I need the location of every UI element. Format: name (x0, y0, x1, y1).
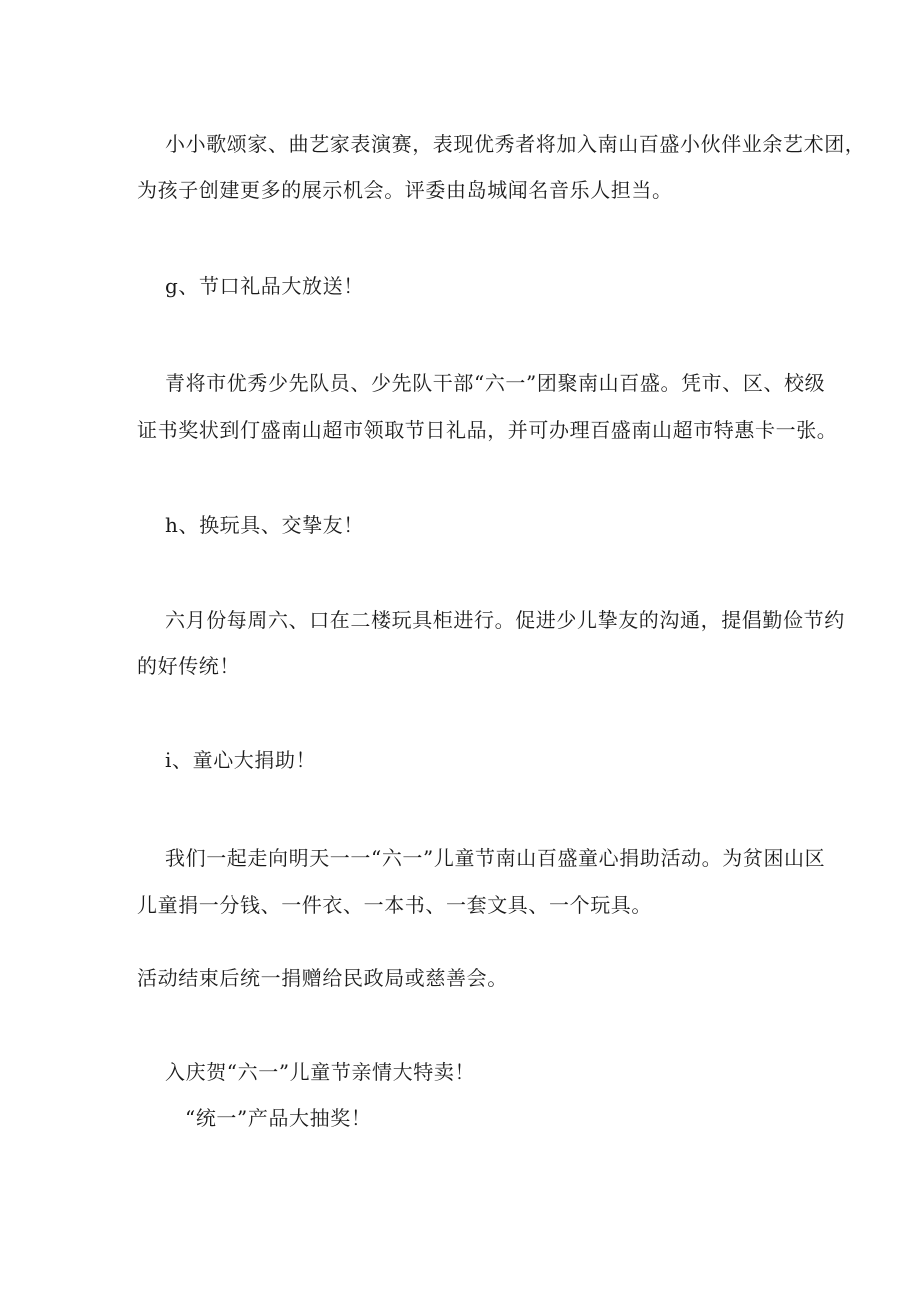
section-heading-h: h、换玩具、交挚友！ (165, 513, 364, 537)
paragraph-line: 小小歌颂家、曲艺家表演赛，表现优秀者将加入南山百盛小伙伴业余艺术团， (165, 132, 866, 156)
paragraph-line: 儿童捐一分钱、一件衣、一本书、一套文具、一个玩具。 (137, 893, 652, 917)
section-heading-g: g、节口礼品大放送！ (165, 274, 364, 298)
paragraph-line: 证书奖状到仃盛南山超市领取节日礼品，并可办理百盛南山超市特惠卡一张。 (137, 418, 838, 442)
paragraph-line: “统一”产品大抽奖！ (185, 1106, 372, 1130)
paragraph-line: 六月份每周六、口在二楼玩具柜进行。促进少儿挚友的沟通，提倡勤俭节约 (165, 608, 845, 632)
section-heading-i: i、童心大捐助！ (165, 748, 317, 772)
paragraph-line: 活动结束后统一捐赠给民政局或慈善会。 (137, 966, 508, 990)
paragraph-line: 为孩子创建更多的展示机会。评委由岛城闻名音乐人担当。 (137, 178, 673, 202)
paragraph-line: 我们一起走向明天一一“六一”儿童节南山百盛童心捐助活动。为贫困山区 (165, 846, 826, 870)
paragraph-line: 青将市优秀少先队员、少先队干部“六一”团聚南山百盛。凭市、区、校级 (165, 371, 826, 395)
paragraph-line: 的好传统！ (137, 654, 240, 678)
paragraph-line: 入庆贺“六一”儿童节亲情大特卖！ (165, 1060, 476, 1084)
